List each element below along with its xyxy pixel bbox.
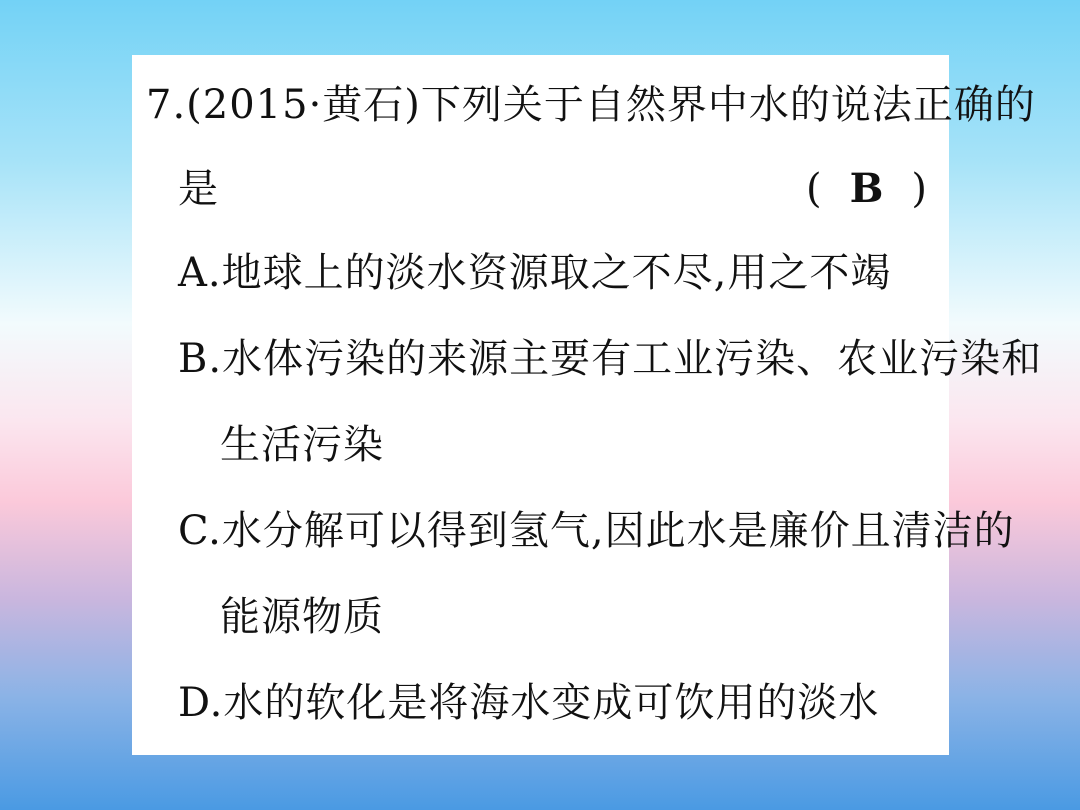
option-b-text: 水体污染的来源主要有工业污染、农业污染和 <box>222 336 1043 382</box>
answer-bracket <box>806 165 927 213</box>
option-b-label: B. <box>178 336 223 382</box>
question-card <box>132 55 1043 755</box>
answer-close-paren: ) <box>911 166 928 212</box>
answer-open-paren: ( <box>806 166 822 212</box>
option-c-text-line2: 能源物质 <box>220 594 384 640</box>
option-d <box>178 679 879 727</box>
option-c-label: C. <box>178 508 222 554</box>
option-a-label: A. <box>178 250 222 296</box>
question-stem <box>146 81 1036 129</box>
option-a <box>178 249 891 297</box>
option-a-text: 地球上的淡水资源取之不尽,用之不竭 <box>221 250 892 296</box>
question-number: 7. <box>146 82 187 128</box>
question-stem-line2: 是 <box>178 166 219 212</box>
question-source: (2015·黄石) <box>186 82 421 128</box>
option-c <box>178 507 1015 555</box>
option-b-text-line2: 生活污染 <box>220 422 384 468</box>
option-b <box>178 335 1042 383</box>
option-c-text: 水分解可以得到氢气,因此水是廉价且清洁的 <box>221 508 1015 554</box>
option-d-label: D. <box>178 680 224 726</box>
answer-letter: B <box>849 165 884 212</box>
question-stem-line1: 下列关于自然界中水的说法正确的 <box>420 82 1036 128</box>
option-d-text: 水的软化是将海水变成可饮用的淡水 <box>223 680 880 726</box>
